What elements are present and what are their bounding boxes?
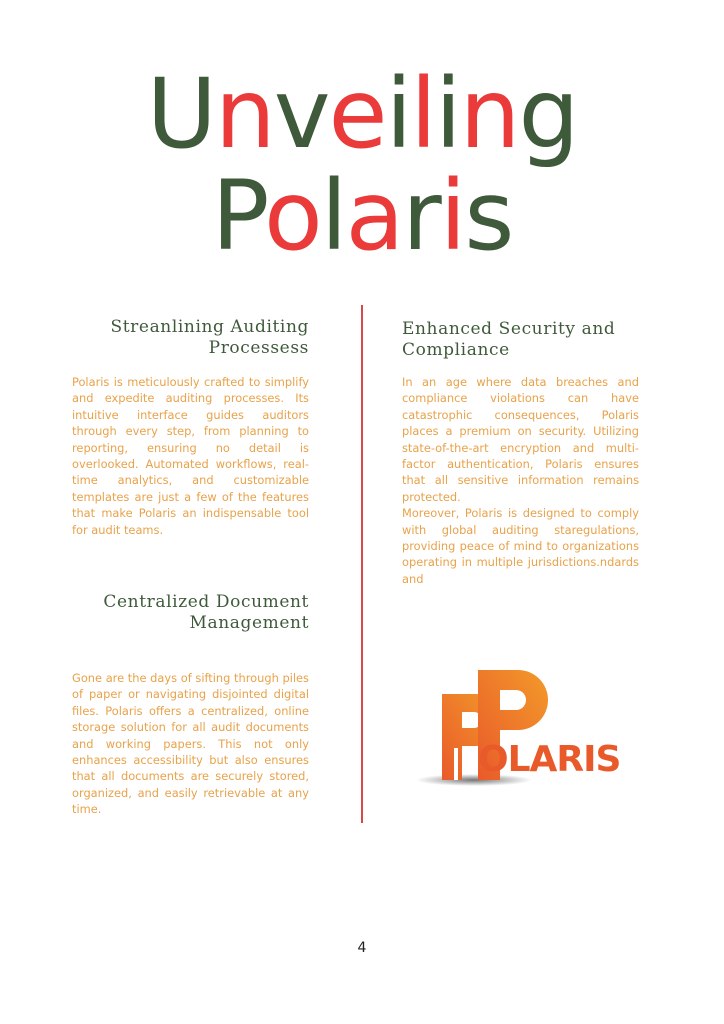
heading-line: Enhanced Security and: [402, 319, 616, 339]
title-letter: n: [214, 58, 274, 170]
title-letter: o: [264, 160, 321, 272]
title-letter: l: [410, 58, 435, 170]
title-letter: i: [385, 58, 411, 170]
title-letter: s: [464, 160, 513, 272]
title-letter: g: [518, 58, 578, 170]
body-streamlining-auditing: [72, 374, 309, 538]
heading-enhanced-security: [402, 319, 642, 361]
title-letter: a: [345, 160, 403, 272]
heading-line: Centralized Document: [103, 592, 309, 612]
title-letter: e: [328, 58, 386, 170]
title-line-unveiling: [0, 58, 724, 170]
column-divider: [361, 305, 363, 823]
body-enhanced-security: [402, 374, 639, 587]
title-letter: P: [211, 160, 265, 272]
paragraph: Gone are the days of sifting through piles of paper or navigating disjointed digital files. Polaris offers a centralized, online storage solution for all audit documents and working papers. This not only enhances accessibility but also ensures that all documents are securely stored, organized, and easily retrievable at any time.: [72, 671, 309, 817]
paragraph: Polaris is meticulously crafted to simplify and expedite auditing processes. Its intuitive interface guides auditors through every step, from planning to reporting, ensuring no detail is overlooked. Automated workflows, real-time analytics, and customizable templates are just a few of the features that make Polaris an indispensable tool for audit teams.: [72, 375, 309, 537]
heading-line: Streanlining Auditing: [110, 317, 309, 337]
page-number: 4: [357, 940, 367, 956]
heading-line: Processess: [208, 338, 309, 358]
body-centralized-document: [72, 670, 309, 818]
title-letter: l: [320, 160, 346, 272]
paragraph: Moreover, Polaris is designed to comply with global auditing staregulations, providing peace of mind to organizations operating in multiple jurisdictions.ndards and: [402, 506, 639, 586]
heading-line: Management: [189, 613, 309, 633]
heading-streamlining-auditing: [72, 317, 309, 359]
polaris-logo: [414, 662, 644, 790]
title-line-polaris: [0, 160, 724, 272]
heading-centralized-document: [72, 592, 309, 634]
heading-line: Compliance: [402, 340, 510, 360]
title-letter: r: [402, 160, 440, 272]
paragraph: In an age where data breaches and compliance violations can have catastrophic consequences, Polaris places a premium on security. Utilizing state-of-the-art encryption and multi-factor authentication, Polaris ensures that all sensitive information remains protected.: [402, 375, 639, 504]
title-letter: i: [439, 160, 465, 272]
title-letter: i: [434, 58, 460, 170]
title-letter: v: [273, 58, 329, 170]
title-letter: n: [459, 58, 519, 170]
title-letter: U: [146, 58, 215, 170]
logo-wordmark: OLARIS: [478, 739, 621, 780]
